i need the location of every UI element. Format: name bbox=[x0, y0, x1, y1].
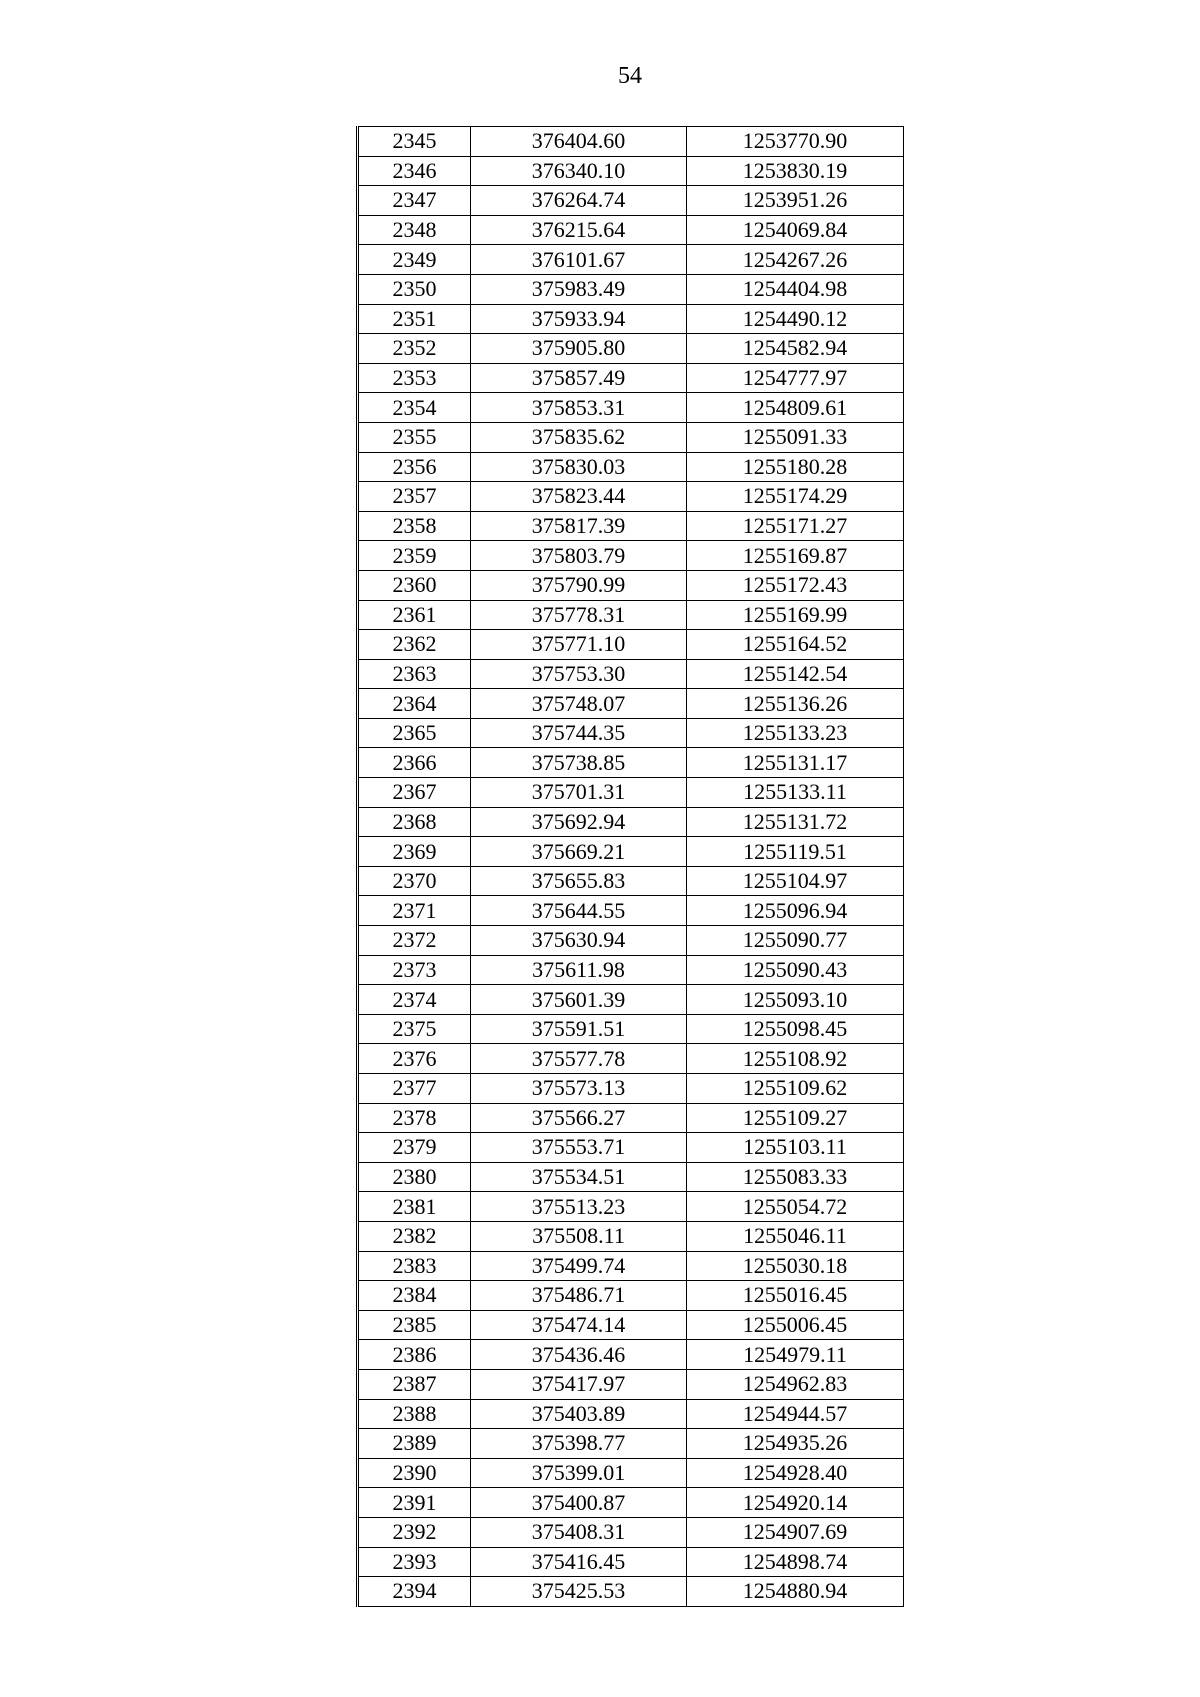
point-number-cell: 2377 bbox=[358, 1074, 471, 1104]
table-row bbox=[358, 1251, 904, 1281]
y-coordinate-cell: 1255119.51 bbox=[687, 837, 904, 867]
point-number-cell: 2380 bbox=[358, 1162, 471, 1192]
y-coordinate-cell: 1255169.87 bbox=[687, 541, 904, 571]
table-row bbox=[358, 1221, 904, 1251]
point-number-cell: 2353 bbox=[358, 363, 471, 393]
x-coordinate-cell: 376340.10 bbox=[471, 156, 687, 186]
table-row bbox=[358, 156, 904, 186]
y-coordinate-cell: 1254979.11 bbox=[687, 1340, 904, 1370]
table-row bbox=[358, 1577, 904, 1607]
table-row bbox=[358, 186, 904, 216]
point-number-cell: 2393 bbox=[358, 1547, 471, 1577]
table-row bbox=[358, 215, 904, 245]
point-number-cell: 2349 bbox=[358, 245, 471, 275]
x-coordinate-cell: 375399.01 bbox=[471, 1458, 687, 1488]
table-row bbox=[358, 511, 904, 541]
point-number-cell: 2346 bbox=[358, 156, 471, 186]
point-number-cell: 2351 bbox=[358, 304, 471, 334]
y-coordinate-cell: 1254069.84 bbox=[687, 215, 904, 245]
table-row bbox=[358, 1429, 904, 1459]
y-coordinate-cell: 1255172.43 bbox=[687, 570, 904, 600]
table-row bbox=[358, 127, 904, 157]
coordinates-table-container bbox=[356, 126, 902, 1607]
y-coordinate-cell: 1255096.94 bbox=[687, 896, 904, 926]
y-coordinate-cell: 1253951.26 bbox=[687, 186, 904, 216]
x-coordinate-cell: 376404.60 bbox=[471, 127, 687, 157]
table-row bbox=[358, 1014, 904, 1044]
x-coordinate-cell: 375701.31 bbox=[471, 778, 687, 808]
y-coordinate-cell: 1254777.97 bbox=[687, 363, 904, 393]
y-coordinate-cell: 1255131.72 bbox=[687, 807, 904, 837]
point-number-cell: 2394 bbox=[358, 1577, 471, 1607]
table-row bbox=[358, 334, 904, 364]
x-coordinate-cell: 375486.71 bbox=[471, 1281, 687, 1311]
y-coordinate-cell: 1253830.19 bbox=[687, 156, 904, 186]
table-row bbox=[358, 1547, 904, 1577]
x-coordinate-cell: 375436.46 bbox=[471, 1340, 687, 1370]
y-coordinate-cell: 1255098.45 bbox=[687, 1014, 904, 1044]
point-number-cell: 2347 bbox=[358, 186, 471, 216]
x-coordinate-cell: 375499.74 bbox=[471, 1251, 687, 1281]
y-coordinate-cell: 1254809.61 bbox=[687, 393, 904, 423]
table-row bbox=[358, 422, 904, 452]
table-row bbox=[358, 837, 904, 867]
point-number-cell: 2387 bbox=[358, 1369, 471, 1399]
table-row bbox=[358, 1074, 904, 1104]
table-row bbox=[358, 482, 904, 512]
x-coordinate-cell: 375778.31 bbox=[471, 600, 687, 630]
table-row bbox=[358, 1044, 904, 1074]
point-number-cell: 2360 bbox=[358, 570, 471, 600]
x-coordinate-cell: 375753.30 bbox=[471, 659, 687, 689]
x-coordinate-cell: 375416.45 bbox=[471, 1547, 687, 1577]
x-coordinate-cell: 376264.74 bbox=[471, 186, 687, 216]
table-row bbox=[358, 926, 904, 956]
point-number-cell: 2375 bbox=[358, 1014, 471, 1044]
y-coordinate-cell: 1255169.99 bbox=[687, 600, 904, 630]
x-coordinate-cell: 375508.11 bbox=[471, 1221, 687, 1251]
table-row bbox=[358, 807, 904, 837]
point-number-cell: 2373 bbox=[358, 955, 471, 985]
y-coordinate-cell: 1254880.94 bbox=[687, 1577, 904, 1607]
y-coordinate-cell: 1254962.83 bbox=[687, 1369, 904, 1399]
point-number-cell: 2384 bbox=[358, 1281, 471, 1311]
y-coordinate-cell: 1254267.26 bbox=[687, 245, 904, 275]
x-coordinate-cell: 375738.85 bbox=[471, 748, 687, 778]
y-coordinate-cell: 1255046.11 bbox=[687, 1221, 904, 1251]
point-number-cell: 2366 bbox=[358, 748, 471, 778]
y-coordinate-cell: 1255054.72 bbox=[687, 1192, 904, 1222]
y-coordinate-cell: 1254920.14 bbox=[687, 1488, 904, 1518]
table-row bbox=[358, 630, 904, 660]
y-coordinate-cell: 1255133.23 bbox=[687, 718, 904, 748]
y-coordinate-cell: 1255108.92 bbox=[687, 1044, 904, 1074]
y-coordinate-cell: 1255093.10 bbox=[687, 985, 904, 1015]
x-coordinate-cell: 375513.23 bbox=[471, 1192, 687, 1222]
point-number-cell: 2358 bbox=[358, 511, 471, 541]
table-row bbox=[358, 541, 904, 571]
point-number-cell: 2364 bbox=[358, 689, 471, 719]
point-number-cell: 2345 bbox=[358, 127, 471, 157]
point-number-cell: 2352 bbox=[358, 334, 471, 364]
point-number-cell: 2361 bbox=[358, 600, 471, 630]
y-coordinate-cell: 1255164.52 bbox=[687, 630, 904, 660]
y-coordinate-cell: 1255006.45 bbox=[687, 1310, 904, 1340]
x-coordinate-cell: 375630.94 bbox=[471, 926, 687, 956]
table-row bbox=[358, 274, 904, 304]
point-number-cell: 2376 bbox=[358, 1044, 471, 1074]
x-coordinate-cell: 375835.62 bbox=[471, 422, 687, 452]
table-row bbox=[358, 600, 904, 630]
y-coordinate-cell: 1255090.77 bbox=[687, 926, 904, 956]
x-coordinate-cell: 375553.71 bbox=[471, 1133, 687, 1163]
table-row bbox=[358, 1517, 904, 1547]
table-row bbox=[358, 1369, 904, 1399]
table-row bbox=[358, 985, 904, 1015]
x-coordinate-cell: 375403.89 bbox=[471, 1399, 687, 1429]
table-row bbox=[358, 748, 904, 778]
table-row bbox=[358, 896, 904, 926]
table-row bbox=[358, 1281, 904, 1311]
y-coordinate-cell: 1255090.43 bbox=[687, 955, 904, 985]
y-coordinate-cell: 1255091.33 bbox=[687, 422, 904, 452]
table-row bbox=[358, 1162, 904, 1192]
point-number-cell: 2374 bbox=[358, 985, 471, 1015]
y-coordinate-cell: 1255016.45 bbox=[687, 1281, 904, 1311]
table-row bbox=[358, 1192, 904, 1222]
x-coordinate-cell: 375644.55 bbox=[471, 896, 687, 926]
point-number-cell: 2363 bbox=[358, 659, 471, 689]
y-coordinate-cell: 1254490.12 bbox=[687, 304, 904, 334]
y-coordinate-cell: 1254898.74 bbox=[687, 1547, 904, 1577]
coordinates-table bbox=[356, 126, 904, 1607]
point-number-cell: 2354 bbox=[358, 393, 471, 423]
table-row bbox=[358, 1103, 904, 1133]
point-number-cell: 2369 bbox=[358, 837, 471, 867]
point-number-cell: 2371 bbox=[358, 896, 471, 926]
y-coordinate-cell: 1254944.57 bbox=[687, 1399, 904, 1429]
table-row bbox=[358, 363, 904, 393]
point-number-cell: 2372 bbox=[358, 926, 471, 956]
x-coordinate-cell: 375933.94 bbox=[471, 304, 687, 334]
point-number-cell: 2389 bbox=[358, 1429, 471, 1459]
x-coordinate-cell: 375425.53 bbox=[471, 1577, 687, 1607]
table-row bbox=[358, 304, 904, 334]
y-coordinate-cell: 1255109.62 bbox=[687, 1074, 904, 1104]
y-coordinate-cell: 1255131.17 bbox=[687, 748, 904, 778]
x-coordinate-cell: 375601.39 bbox=[471, 985, 687, 1015]
point-number-cell: 2362 bbox=[358, 630, 471, 660]
x-coordinate-cell: 375669.21 bbox=[471, 837, 687, 867]
point-number-cell: 2382 bbox=[358, 1221, 471, 1251]
table-row bbox=[358, 659, 904, 689]
table-row bbox=[358, 570, 904, 600]
y-coordinate-cell: 1255136.26 bbox=[687, 689, 904, 719]
table-row bbox=[358, 245, 904, 275]
point-number-cell: 2385 bbox=[358, 1310, 471, 1340]
point-number-cell: 2350 bbox=[358, 274, 471, 304]
x-coordinate-cell: 375817.39 bbox=[471, 511, 687, 541]
x-coordinate-cell: 375577.78 bbox=[471, 1044, 687, 1074]
y-coordinate-cell: 1255109.27 bbox=[687, 1103, 904, 1133]
table-row bbox=[358, 1399, 904, 1429]
point-number-cell: 2390 bbox=[358, 1458, 471, 1488]
x-coordinate-cell: 375790.99 bbox=[471, 570, 687, 600]
x-coordinate-cell: 375474.14 bbox=[471, 1310, 687, 1340]
x-coordinate-cell: 375534.51 bbox=[471, 1162, 687, 1192]
table-row bbox=[358, 778, 904, 808]
x-coordinate-cell: 375611.98 bbox=[471, 955, 687, 985]
x-coordinate-cell: 375655.83 bbox=[471, 866, 687, 896]
x-coordinate-cell: 375905.80 bbox=[471, 334, 687, 364]
page-number: 54 bbox=[618, 63, 642, 89]
x-coordinate-cell: 375692.94 bbox=[471, 807, 687, 837]
x-coordinate-cell: 375748.07 bbox=[471, 689, 687, 719]
point-number-cell: 2355 bbox=[358, 422, 471, 452]
y-coordinate-cell: 1255142.54 bbox=[687, 659, 904, 689]
point-number-cell: 2357 bbox=[358, 482, 471, 512]
x-coordinate-cell: 375417.97 bbox=[471, 1369, 687, 1399]
y-coordinate-cell: 1255174.29 bbox=[687, 482, 904, 512]
x-coordinate-cell: 375744.35 bbox=[471, 718, 687, 748]
table-row bbox=[358, 1488, 904, 1518]
y-coordinate-cell: 1255103.11 bbox=[687, 1133, 904, 1163]
y-coordinate-cell: 1255171.27 bbox=[687, 511, 904, 541]
x-coordinate-cell: 375591.51 bbox=[471, 1014, 687, 1044]
point-number-cell: 2383 bbox=[358, 1251, 471, 1281]
y-coordinate-cell: 1254404.98 bbox=[687, 274, 904, 304]
x-coordinate-cell: 375983.49 bbox=[471, 274, 687, 304]
x-coordinate-cell: 375573.13 bbox=[471, 1074, 687, 1104]
x-coordinate-cell: 375408.31 bbox=[471, 1517, 687, 1547]
point-number-cell: 2367 bbox=[358, 778, 471, 808]
y-coordinate-cell: 1254582.94 bbox=[687, 334, 904, 364]
table-row bbox=[358, 1340, 904, 1370]
y-coordinate-cell: 1255083.33 bbox=[687, 1162, 904, 1192]
point-number-cell: 2356 bbox=[358, 452, 471, 482]
x-coordinate-cell: 376101.67 bbox=[471, 245, 687, 275]
point-number-cell: 2388 bbox=[358, 1399, 471, 1429]
x-coordinate-cell: 376215.64 bbox=[471, 215, 687, 245]
point-number-cell: 2348 bbox=[358, 215, 471, 245]
y-coordinate-cell: 1255104.97 bbox=[687, 866, 904, 896]
y-coordinate-cell: 1254928.40 bbox=[687, 1458, 904, 1488]
table-row bbox=[358, 452, 904, 482]
table-row bbox=[358, 393, 904, 423]
y-coordinate-cell: 1255030.18 bbox=[687, 1251, 904, 1281]
x-coordinate-cell: 375830.03 bbox=[471, 452, 687, 482]
point-number-cell: 2391 bbox=[358, 1488, 471, 1518]
point-number-cell: 2359 bbox=[358, 541, 471, 571]
x-coordinate-cell: 375398.77 bbox=[471, 1429, 687, 1459]
y-coordinate-cell: 1255180.28 bbox=[687, 452, 904, 482]
point-number-cell: 2381 bbox=[358, 1192, 471, 1222]
table-row bbox=[358, 1458, 904, 1488]
point-number-cell: 2379 bbox=[358, 1133, 471, 1163]
x-coordinate-cell: 375566.27 bbox=[471, 1103, 687, 1133]
table-row bbox=[358, 1133, 904, 1163]
y-coordinate-cell: 1255133.11 bbox=[687, 778, 904, 808]
point-number-cell: 2386 bbox=[358, 1340, 471, 1370]
point-number-cell: 2392 bbox=[358, 1517, 471, 1547]
table-row bbox=[358, 718, 904, 748]
x-coordinate-cell: 375400.87 bbox=[471, 1488, 687, 1518]
point-number-cell: 2370 bbox=[358, 866, 471, 896]
table-row bbox=[358, 689, 904, 719]
table-row bbox=[358, 1310, 904, 1340]
y-coordinate-cell: 1253770.90 bbox=[687, 127, 904, 157]
x-coordinate-cell: 375771.10 bbox=[471, 630, 687, 660]
point-number-cell: 2368 bbox=[358, 807, 471, 837]
x-coordinate-cell: 375857.49 bbox=[471, 363, 687, 393]
point-number-cell: 2378 bbox=[358, 1103, 471, 1133]
y-coordinate-cell: 1254935.26 bbox=[687, 1429, 904, 1459]
y-coordinate-cell: 1254907.69 bbox=[687, 1517, 904, 1547]
x-coordinate-cell: 375823.44 bbox=[471, 482, 687, 512]
x-coordinate-cell: 375803.79 bbox=[471, 541, 687, 571]
coordinates-table-body bbox=[358, 127, 904, 1607]
point-number-cell: 2365 bbox=[358, 718, 471, 748]
table-row bbox=[358, 955, 904, 985]
x-coordinate-cell: 375853.31 bbox=[471, 393, 687, 423]
table-row bbox=[358, 866, 904, 896]
